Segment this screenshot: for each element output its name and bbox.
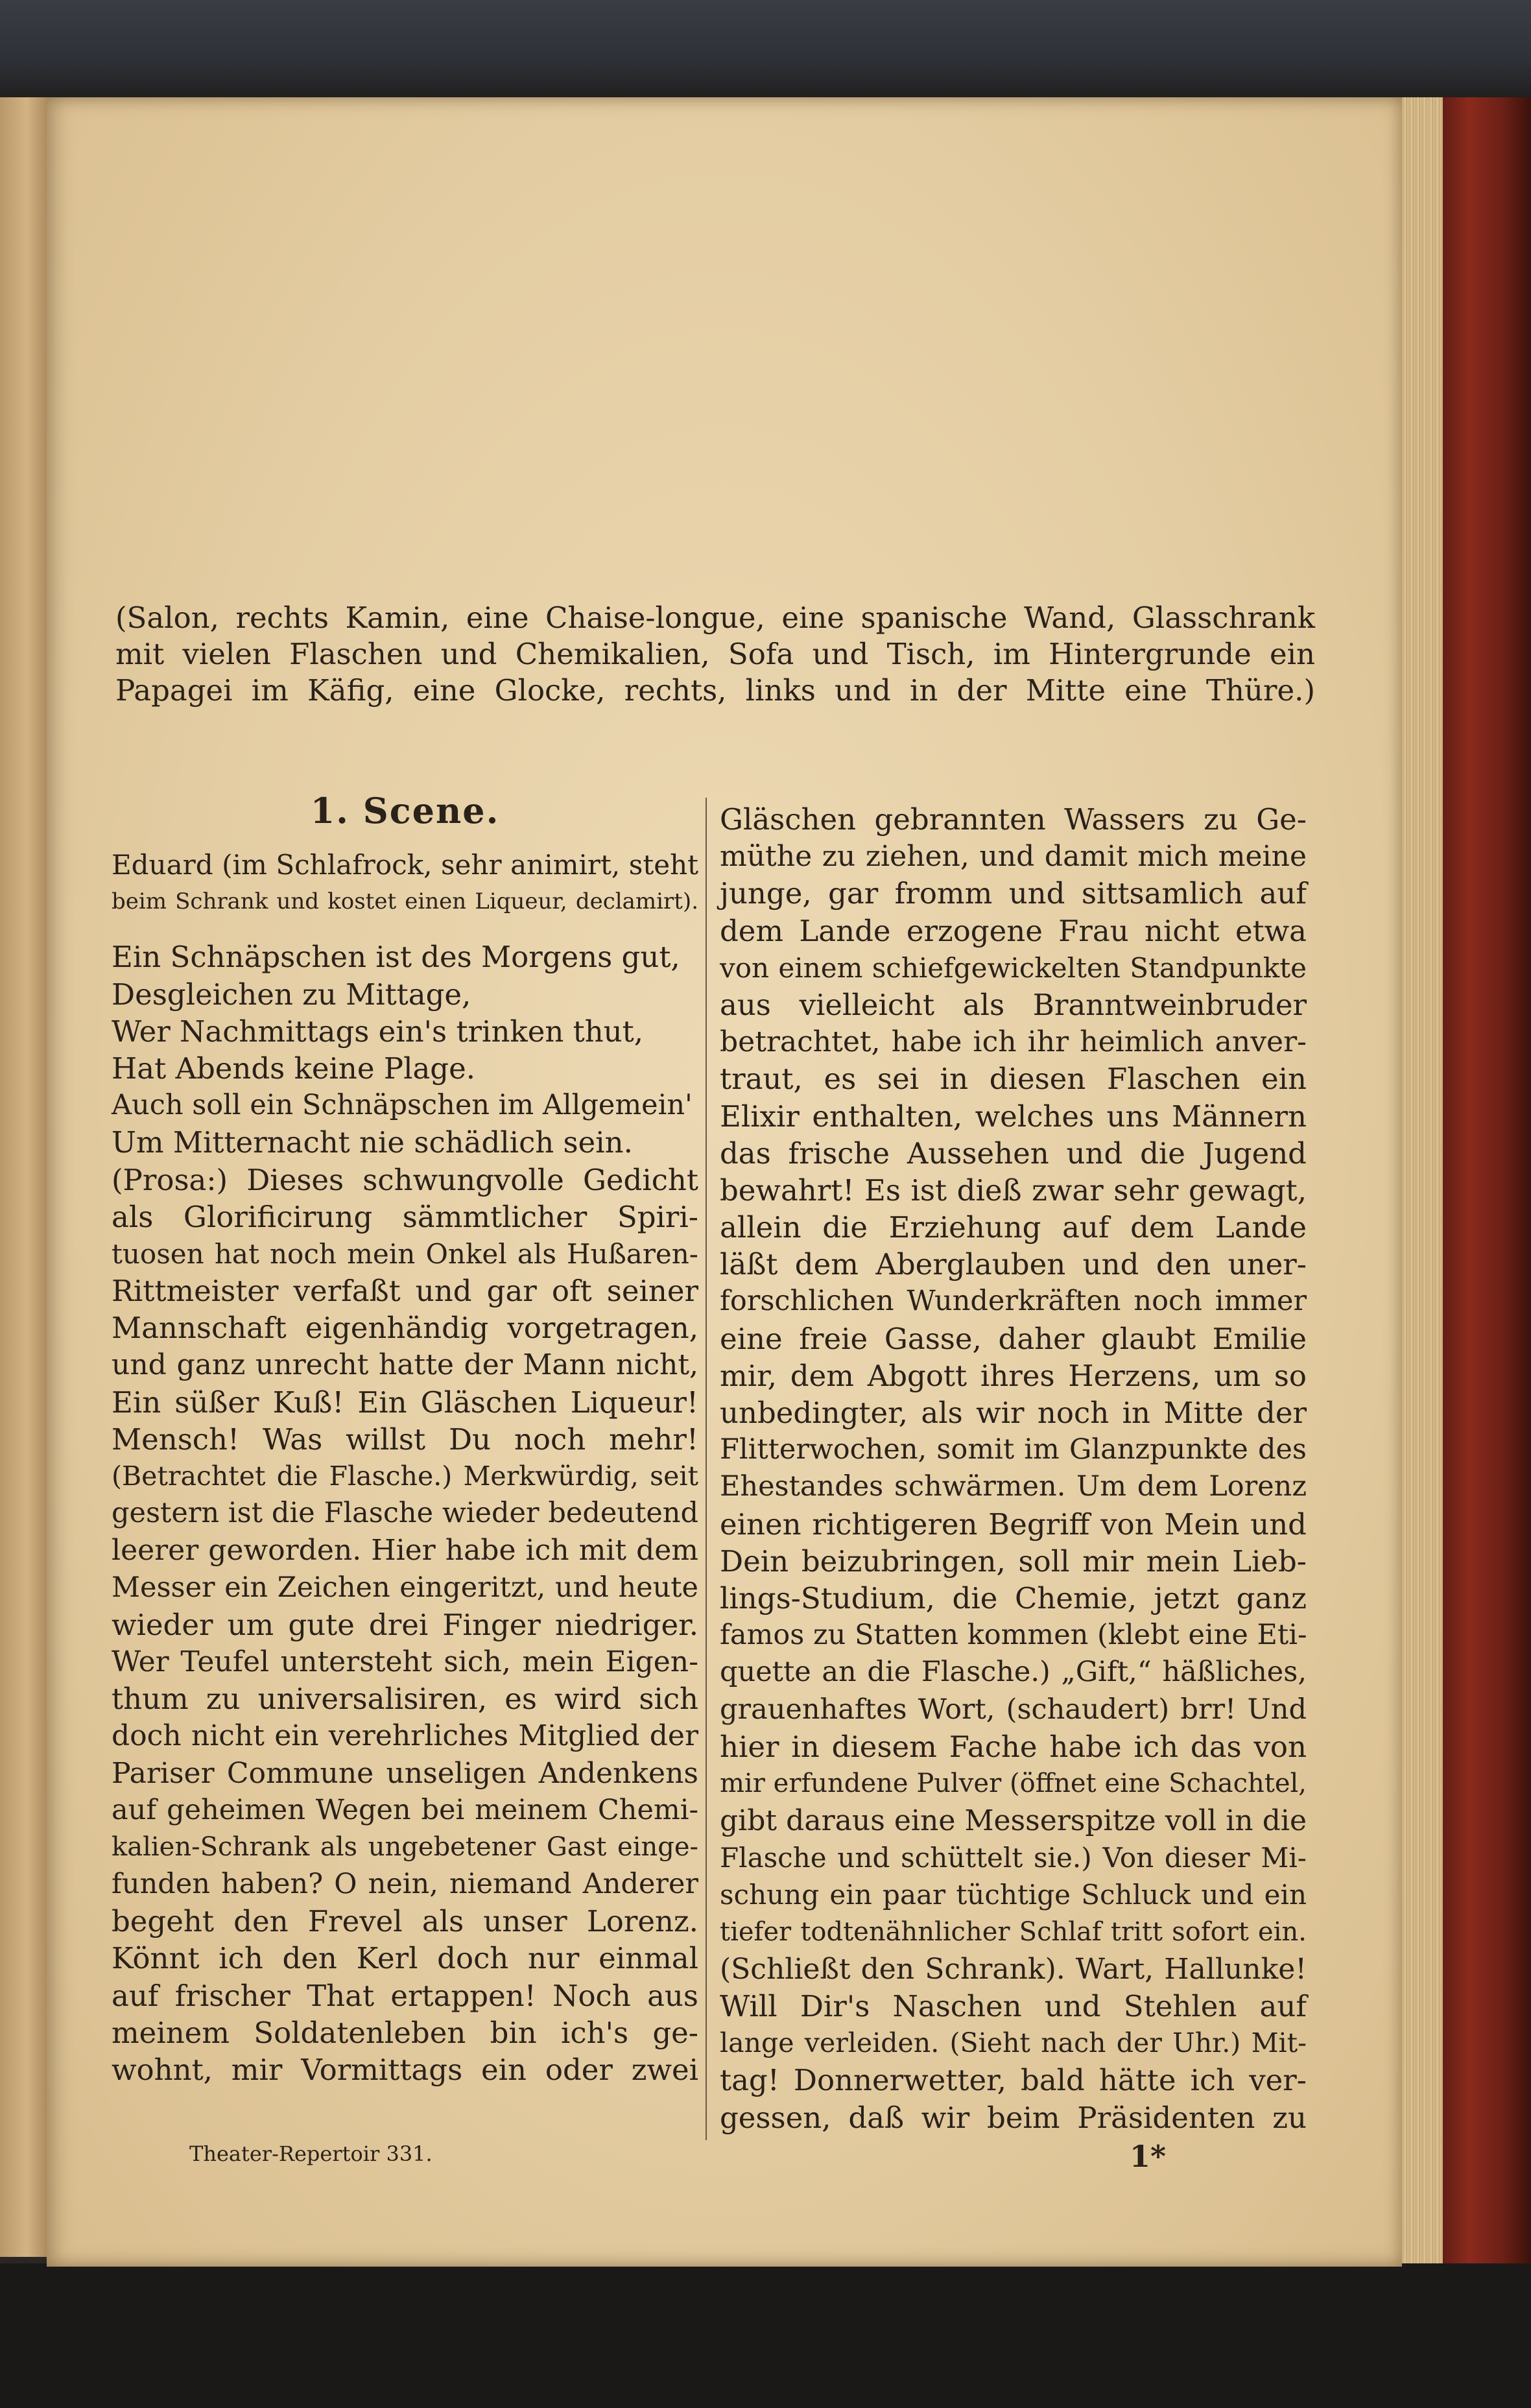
- prose-line: betrachtet, habe ich ihr heimlich anver-: [720, 1025, 1307, 1059]
- prose-line: allein die Erziehung auf dem Lande: [720, 1210, 1307, 1245]
- prose-line: das frische Aussehen und die Jugend: [720, 1136, 1307, 1171]
- prose-line: begeht den Frevel als unser Lorenz.: [112, 1904, 698, 1939]
- prose-line: Will Dir's Naschen und Stehlen auf: [720, 1989, 1307, 2023]
- spacer: [112, 920, 698, 938]
- prose-line: als Glorificirung sämmtlicher Spiri-: [112, 1199, 698, 1234]
- prose-line: funden haben? O nein, niemand Anderer: [112, 1868, 698, 1901]
- prose-line: Gläschen gebrannten Wassers zu Ge-: [720, 802, 1307, 837]
- prose-line: Ein süßer Kuß! Ein Gläschen Liqueur!: [112, 1385, 698, 1420]
- prose-line: Flasche und schüttelt sie.) Von dieser Mi-: [720, 1842, 1307, 1874]
- verse-line: Um Mitternacht nie schädlich sein.: [112, 1125, 633, 1160]
- prose-line: mir erfundene Pulver (öffnet eine Schachtel,: [720, 1768, 1307, 1798]
- book-cover-edge: [1436, 97, 1531, 2283]
- prose-line: und ganz unrecht hatte der Mann nicht,: [112, 1348, 698, 1382]
- prose-line: tag! Donnerwetter, bald hätte ich ver-: [720, 2063, 1307, 2098]
- prose-line: einen richtigeren Begriff von Mein und: [720, 1507, 1307, 1542]
- prose-line: famos zu Statten kommen (klebt eine Eti-: [720, 1619, 1307, 1652]
- prose-line: thum zu universalisiren, es wird sich: [112, 1682, 698, 1717]
- speaker-line: Eduard (im Schlafrock, sehr animirt, steht: [112, 849, 698, 881]
- prose-line: Dein beizubringen, soll mir mein Lieb-: [720, 1544, 1307, 1579]
- scene-title: 1. Scene.: [310, 790, 500, 831]
- prose-line: mir, dem Abgott ihres Herzens, um so: [720, 1358, 1307, 1393]
- prose-line: Könnt ich den Kerl doch nur einmal: [112, 1941, 698, 1976]
- prose-line: von einem schiefgewickelten Standpunkte: [720, 951, 1307, 984]
- prose-line: gibt daraus eine Messerspitze voll in die: [720, 1804, 1307, 1838]
- verse-line: Wer Nachmittags ein's trinken thut,: [112, 1014, 644, 1049]
- prose-line: gessen, daß wir beim Präsidenten zu: [720, 2100, 1307, 2135]
- background-cloth: [0, 0, 1531, 104]
- prose-line: wohnt, mir Vormittags ein oder zwei: [112, 2053, 698, 2087]
- prose-line: wieder um gute drei Finger niedriger.: [112, 1607, 698, 1642]
- prose-line: kalien-Schrank als ungebetener Gast einge-: [112, 1831, 698, 1862]
- prose-line: gestern ist die Flasche wieder bedeutend: [112, 1497, 698, 1530]
- prose-line: Mensch! Was willst Du noch mehr!: [112, 1422, 698, 1457]
- prose-line: unbedingter, als wir noch in Mitte der: [720, 1396, 1307, 1430]
- stage-line: Papagei im Käfig, eine Glocke, rechts, links und in der Mitte eine Thüre.): [115, 673, 1315, 708]
- footer-signature: Theater-Repertoir 331.: [189, 2141, 433, 2166]
- column-divider: [706, 798, 707, 2140]
- verse-line: Auch soll ein Schnäpschen im Allgemein': [112, 1089, 693, 1122]
- prose-line: hier in diesem Fache habe ich das von: [720, 1729, 1307, 1764]
- speaker-line: beim Schrank und kostet einen Liqueur, declamirt).: [112, 888, 698, 915]
- prose-line: schung ein paar tüchtige Schluck und ein: [720, 1879, 1307, 1911]
- prose-line: grauenhaftes Wort, (schaudert) brr! Und: [720, 1693, 1307, 1726]
- prose-line: doch nicht ein verehrliches Mitglied der: [112, 1719, 698, 1753]
- prose-line: auf frischer That ertappen! Noch aus: [112, 1978, 698, 2013]
- prose-line: Ehestandes schwärmen. Um dem Lorenz: [720, 1470, 1307, 1503]
- prose-line: forschlichen Wunderkräften noch immer: [720, 1285, 1307, 1318]
- right-column: [720, 801, 1307, 2136]
- prose-line: lange verleiden. (Sieht nach der Uhr.) Mit-: [720, 2027, 1307, 2059]
- stage-direction: [115, 600, 1315, 709]
- prose-line: junge, gar fromm und sittsamlich auf: [720, 876, 1307, 911]
- prose-line: tiefer todtenähnlicher Schlaf tritt sofort ein.: [720, 1916, 1307, 1947]
- prose-line: (Betrachtet die Flasche.) Merkwürdig, seit: [112, 1460, 698, 1492]
- prose-line: Wer Teufel untersteht sich, mein Eigen-: [112, 1645, 698, 1678]
- prose-line: aus vielleicht als Branntweinbruder: [720, 987, 1307, 1022]
- stage-line: mit vielen Flaschen und Chemikalien, Sofa und Tisch, im Hintergrunde ein: [115, 637, 1315, 671]
- prose-line: (Schließt den Schrank). Wart, Hallunke!: [720, 1952, 1307, 1986]
- prose-line: lings-Studium, die Chemie, jetzt ganz: [720, 1580, 1307, 1615]
- prose-line: auf geheimen Wegen bei meinem Chemi-: [112, 1793, 698, 1826]
- prose-line: quette an die Flasche.) „Gift,“ häßliches,: [720, 1656, 1307, 1689]
- prose-line: läßt dem Aberglauben und den uner-: [720, 1247, 1307, 1282]
- verse-line: Ein Schnäpschen ist des Morgens gut,: [112, 940, 680, 975]
- prose-line: dem Lande erzogene Frau nicht etwa: [720, 913, 1307, 948]
- prose-line: bewahrt! Es ist dieß zwar sehr gewagt,: [720, 1173, 1307, 1208]
- prose-line: Elixir enthalten, welches uns Männern: [720, 1099, 1307, 1134]
- prose-line: Messer ein Zeichen eingeritzt, und heute: [112, 1571, 698, 1604]
- prose-line: leerer geworden. Hier habe ich mit dem: [112, 1534, 698, 1568]
- prose-line: eine freie Gasse, daher glaubt Emilie: [720, 1321, 1307, 1356]
- left-column: [112, 775, 698, 2088]
- footer-sheet-mark: 1*: [1130, 2139, 1167, 2174]
- prose-line: (Prosa:) Dieses schwungvolle Gedicht: [112, 1162, 698, 1197]
- facing-page-edge: [0, 97, 49, 2257]
- prose-line: tuosen hat noch mein Onkel als Hußaren-: [112, 1237, 698, 1270]
- prose-line: Pariser Commune unseligen Andenkens: [112, 1756, 698, 1790]
- prose-line: Rittmeister verfaßt und gar oft seiner: [112, 1274, 698, 1309]
- verse-line: Hat Abends keine Plage.: [112, 1051, 476, 1086]
- prose-line: meinem Soldatenleben bin ich's ge-: [112, 2015, 698, 2050]
- prose-line: Flitterwochen, somit im Glanzpunkte des: [720, 1433, 1307, 1466]
- verse-line: Desgleichen zu Mittage,: [112, 977, 471, 1012]
- prose-line: traut, es sei in diesen Flaschen ein: [720, 1062, 1307, 1097]
- prose-line: Mannschaft eigenhändig vorgetragen,: [112, 1311, 698, 1346]
- bottom-shadow: [0, 2263, 1531, 2408]
- prose-line: müthe zu ziehen, und damit mich meine: [720, 840, 1307, 874]
- stage-line: (Salon, rechts Kamin, eine Chaise-longue, eine spanische Wand, Glasschrank: [115, 601, 1315, 635]
